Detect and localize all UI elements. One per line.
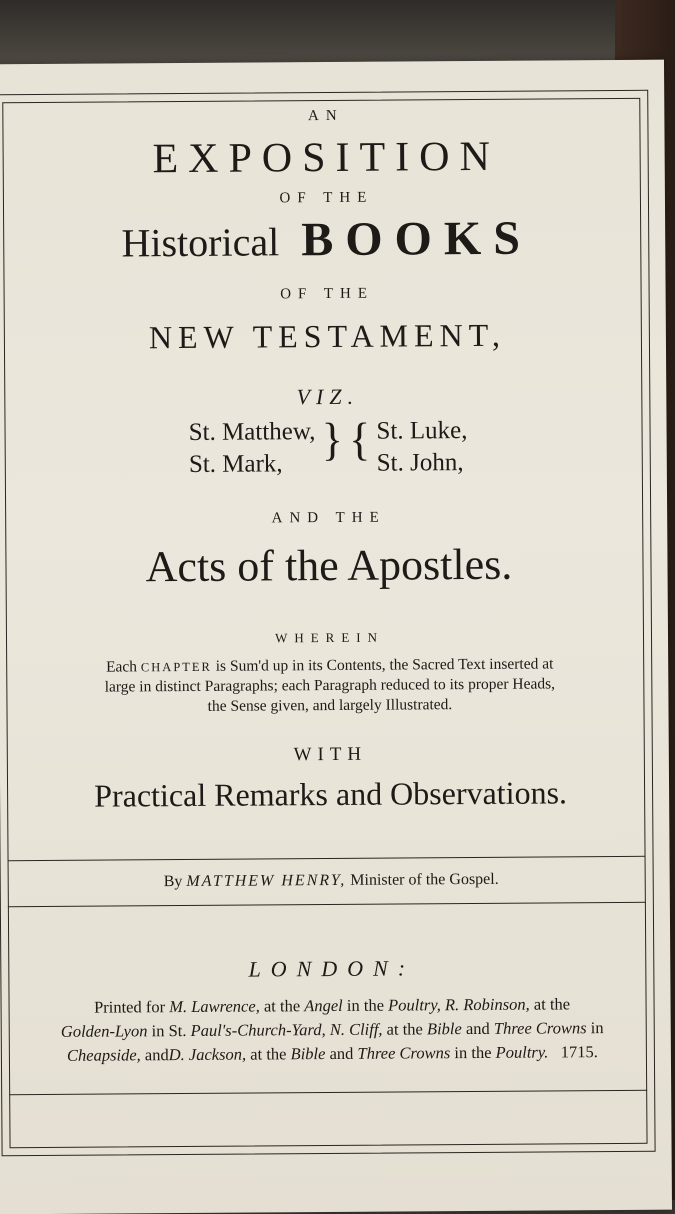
imprint-year: 1715. [548, 1042, 598, 1062]
imprint-italic: Bible [426, 1019, 462, 1039]
description-line-3: the Sense given, and largely Illustrated. [207, 696, 453, 715]
title-historical-books [0, 210, 664, 270]
imprint-text: and [461, 1018, 494, 1039]
gospel-matthew: St. Matthew, [188, 418, 316, 447]
author-by: By [163, 873, 187, 891]
gospels-right [376, 415, 467, 480]
imprint-text: at the [259, 996, 305, 1016]
title-viz: VIZ. [296, 383, 360, 410]
brace-left-icon: { [349, 413, 371, 466]
imprint-text: and [140, 1045, 169, 1065]
title-historical: Historical [121, 219, 280, 266]
imprint-italic: Three Crowns [493, 1018, 587, 1038]
imprint-italic: Three Crowns [357, 1043, 451, 1063]
imprint-london: LONDON: [248, 955, 416, 982]
imprint-text: at the [529, 994, 571, 1014]
title-page [0, 60, 672, 1214]
and-the: AND THE [271, 509, 386, 527]
imprint-text: in the [450, 1042, 496, 1063]
title-of-the-1: OF THE [279, 189, 374, 207]
title-an: AN [307, 107, 344, 125]
title-exposition: EXPOSITION [152, 133, 500, 183]
title-new-testament: NEW TESTAMENT, [148, 316, 507, 356]
gospel-john: St. John, [376, 449, 464, 477]
desc-chapter: CHAPTER [140, 659, 212, 675]
imprint-italic: Bible [290, 1044, 326, 1064]
description-line-2: large in distinct Paragraphs; each Paragraph reduced to its proper Heads, [104, 675, 556, 696]
desc-rest: is Sum'd up in its Contents, the Sacred Text inserted at [211, 655, 554, 675]
imprint-italic: M. Lawrence, [169, 996, 260, 1017]
imprint-text: in [586, 1018, 604, 1038]
title-of-the-2: OF THE [280, 285, 375, 303]
brace-right-icon: } [321, 413, 344, 466]
imprint-italic: Paul's-Church-Yard, [190, 1020, 326, 1040]
imprint-italic: Angel [304, 995, 343, 1016]
imprint-text: in St. [147, 1020, 191, 1041]
wherein: WHEREIN [274, 629, 385, 646]
author-name: MATTHEW HENRY, [186, 871, 347, 891]
imprint-italic: Poultry, [388, 995, 441, 1015]
imprint-line-3 [0, 1040, 670, 1069]
imprint-text: and [325, 1043, 358, 1064]
imprint-italic: R. Robinson, [444, 994, 530, 1015]
gospel-luke: St. Luke, [376, 417, 468, 445]
title-books: BOOKS [301, 211, 533, 267]
with: WITH [293, 743, 368, 766]
desc-each: Each [105, 658, 141, 676]
practical-remarks: Practical Remarks and Observations. [94, 774, 568, 814]
gospel-mark: St. Mark, [188, 450, 283, 479]
imprint-text: Printed for [93, 997, 170, 1017]
imprint-italic: Cheapside, [66, 1045, 141, 1065]
author-role: Minister of the Gospel. [346, 870, 499, 889]
imprint-text: at the [382, 1019, 428, 1039]
imprint-text: in the [342, 995, 389, 1015]
acts-title: Acts of the Apostles. [145, 539, 513, 592]
imprint-text: at the [246, 1044, 291, 1064]
imprint-italic: D. Jackson, [168, 1044, 247, 1065]
imprint-italic: N. Cliff, [329, 1019, 383, 1040]
gospels-list [0, 412, 666, 483]
imprint-italic: Poultry. [495, 1042, 549, 1062]
imprint-italic: Golden-Lyon [60, 1021, 148, 1041]
gospels-left [189, 416, 316, 481]
